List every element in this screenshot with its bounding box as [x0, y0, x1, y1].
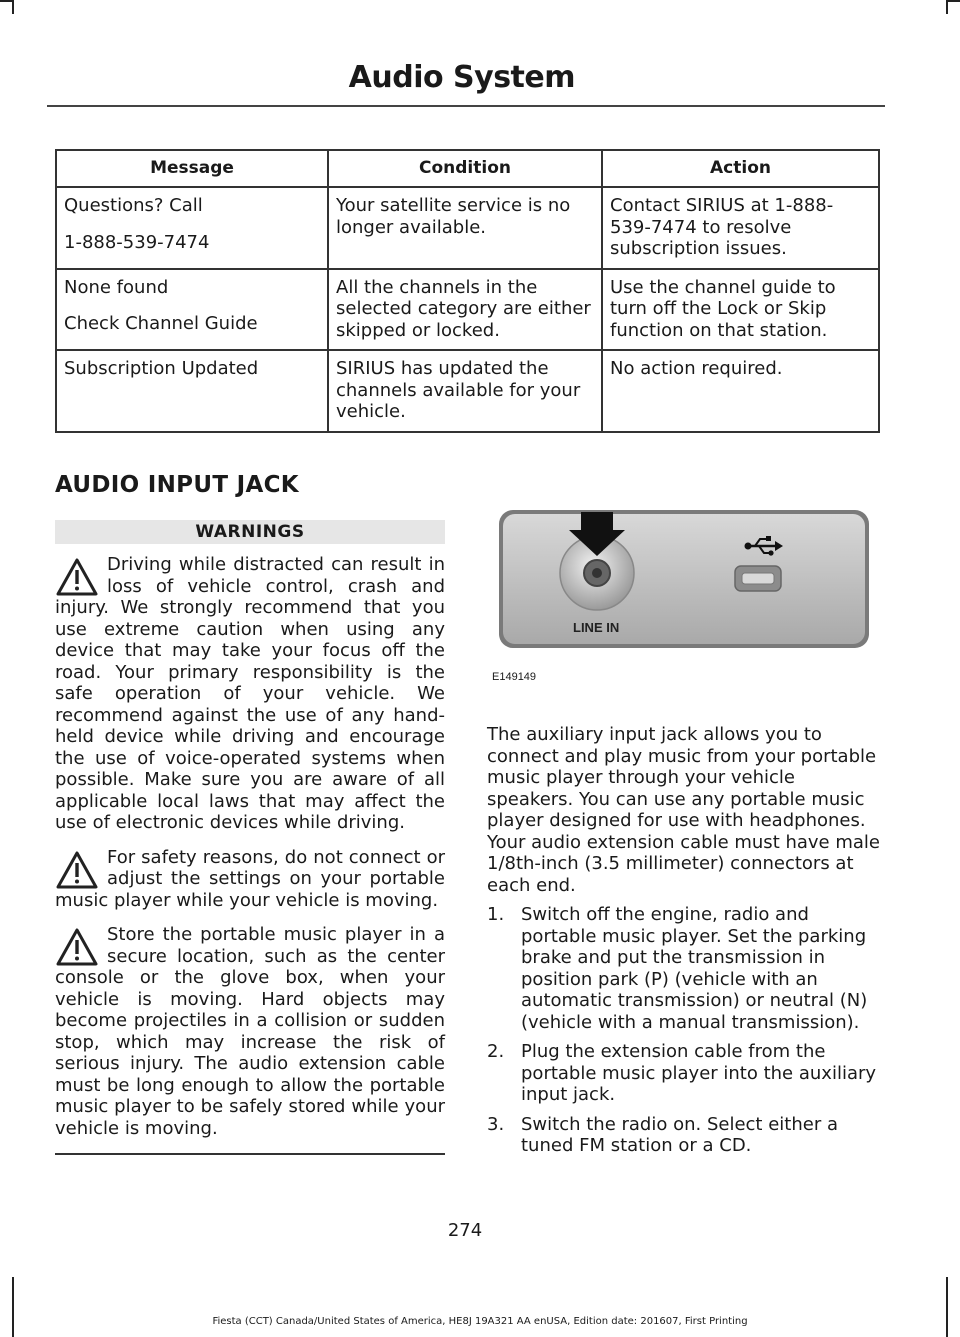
sirius-message-table: [55, 149, 880, 433]
list-item: [487, 1114, 880, 1157]
condition-cell: SIRIUS has updated the channels available for your vehicle.: [328, 350, 602, 432]
warning-block: [55, 924, 445, 1139]
warnings-column: [55, 520, 445, 1139]
table-row: [56, 350, 879, 432]
table-row: [56, 269, 879, 351]
warnings-divider: [55, 1153, 445, 1155]
crop-mark: [946, 0, 960, 2]
header-divider: [47, 105, 885, 107]
steps-list: [487, 904, 880, 1157]
condition-cell: All the channels in the selected category are either skipped or locked.: [328, 269, 602, 351]
step-number: 1.: [487, 904, 505, 925]
crop-mark: [946, 0, 948, 14]
action-cell: Use the channel guide to turn off the Lock or Skip function on that station.: [602, 269, 879, 351]
section-heading: AUDIO INPUT JACK: [55, 472, 299, 498]
message-cell: [56, 187, 328, 269]
warning-triangle-icon: [55, 927, 99, 967]
step-number: 2.: [487, 1041, 505, 1062]
message-line: Subscription Updated: [64, 358, 259, 379]
line-in-label: LINE IN: [573, 620, 620, 635]
column-header-action: Action: [602, 150, 879, 187]
crop-mark: [12, 0, 14, 14]
list-item: [487, 1041, 880, 1106]
warning-block: [55, 554, 445, 834]
step-text: Switch off the engine, radio and portable music player. Set the parking brake and put the transmission in position park (P) (vehicle with an automatic transmission) or neutral (N) (vehicle with a manual transmission).: [521, 904, 868, 1033]
action-cell: No action required.: [602, 350, 879, 432]
intro-paragraph: The auxiliary input jack allows you to connect and play music from your portable music player through your vehicle speakers. You can use any portable music player designed for use with headphones. Your audio extension cable must have male 1/8th-inch (3.5 millimeter) connectors at each end.: [487, 724, 880, 896]
instructions-column: [487, 724, 880, 1165]
step-text: Plug the extension cable from the portable music player into the auxiliary input jack.: [521, 1041, 877, 1105]
step-number: 3.: [487, 1113, 505, 1135]
page-number: 274: [447, 1220, 483, 1241]
message-cell: [56, 350, 328, 432]
crop-mark: [12, 1277, 14, 1337]
footer-edition: Fiesta (CCT) Canada/United States of America, HE8J 19A321 AA enUSA, Edition date: 201607, First Printing: [212, 1316, 748, 1327]
message-line: Questions? Call: [64, 195, 203, 216]
condition-cell: Your satellite service is no longer available.: [328, 187, 602, 269]
action-cell: Contact SIRIUS at 1-888-539-7474 to resolve subscription issues.: [602, 187, 879, 269]
warnings-title: WARNINGS: [55, 520, 445, 544]
page-title: Audio System: [348, 60, 575, 95]
message-line: 1-888-539-7474: [64, 231, 210, 253]
table-row: [56, 187, 879, 269]
warning-text: Store the portable music player in a secure location, such as the center console or the glove box, when your vehicle is moving. Hard objects may become projectiles in a collision or sudden stop, which may increase the risk of serious injury. The audio extension cable must be long enough to allow the portable music player to be safely stored while your vehicle is moving.: [55, 924, 445, 1139]
step-text: Switch the radio on. Select either a tuned FM station or a CD.: [521, 1113, 838, 1156]
column-header-message: Message: [56, 150, 328, 187]
warning-triangle-icon: [55, 557, 99, 597]
aux-input-panel-illustration: [497, 508, 871, 650]
warning-block: [55, 847, 445, 912]
table-header-row: [56, 150, 879, 187]
message-cell: [56, 269, 328, 351]
crop-mark: [946, 1277, 948, 1337]
message-line: None found: [64, 276, 169, 298]
warning-text: For safety reasons, do not connect or adjust the settings on your portable music player while your vehicle is moving.: [55, 846, 445, 911]
message-line: Check Channel Guide: [64, 313, 258, 334]
warning-triangle-icon: [55, 850, 99, 890]
warning-text: Driving while distracted can result in loss of vehicle control, crash and injury. We strongly recommend that you use extreme caution when using any device that may take your focus off the road. Your primary responsibility is the safe operation of your vehicle. We recommend against the use of any hand-held device while driving and encourage the use of voice-operated systems when possible. Make sure you are aware of all applicable local laws that may affect the use of electronic devices while driving.: [55, 554, 445, 833]
column-header-condition: Condition: [328, 150, 602, 187]
figure-id: E149149: [492, 671, 537, 683]
list-item: [487, 904, 880, 1033]
